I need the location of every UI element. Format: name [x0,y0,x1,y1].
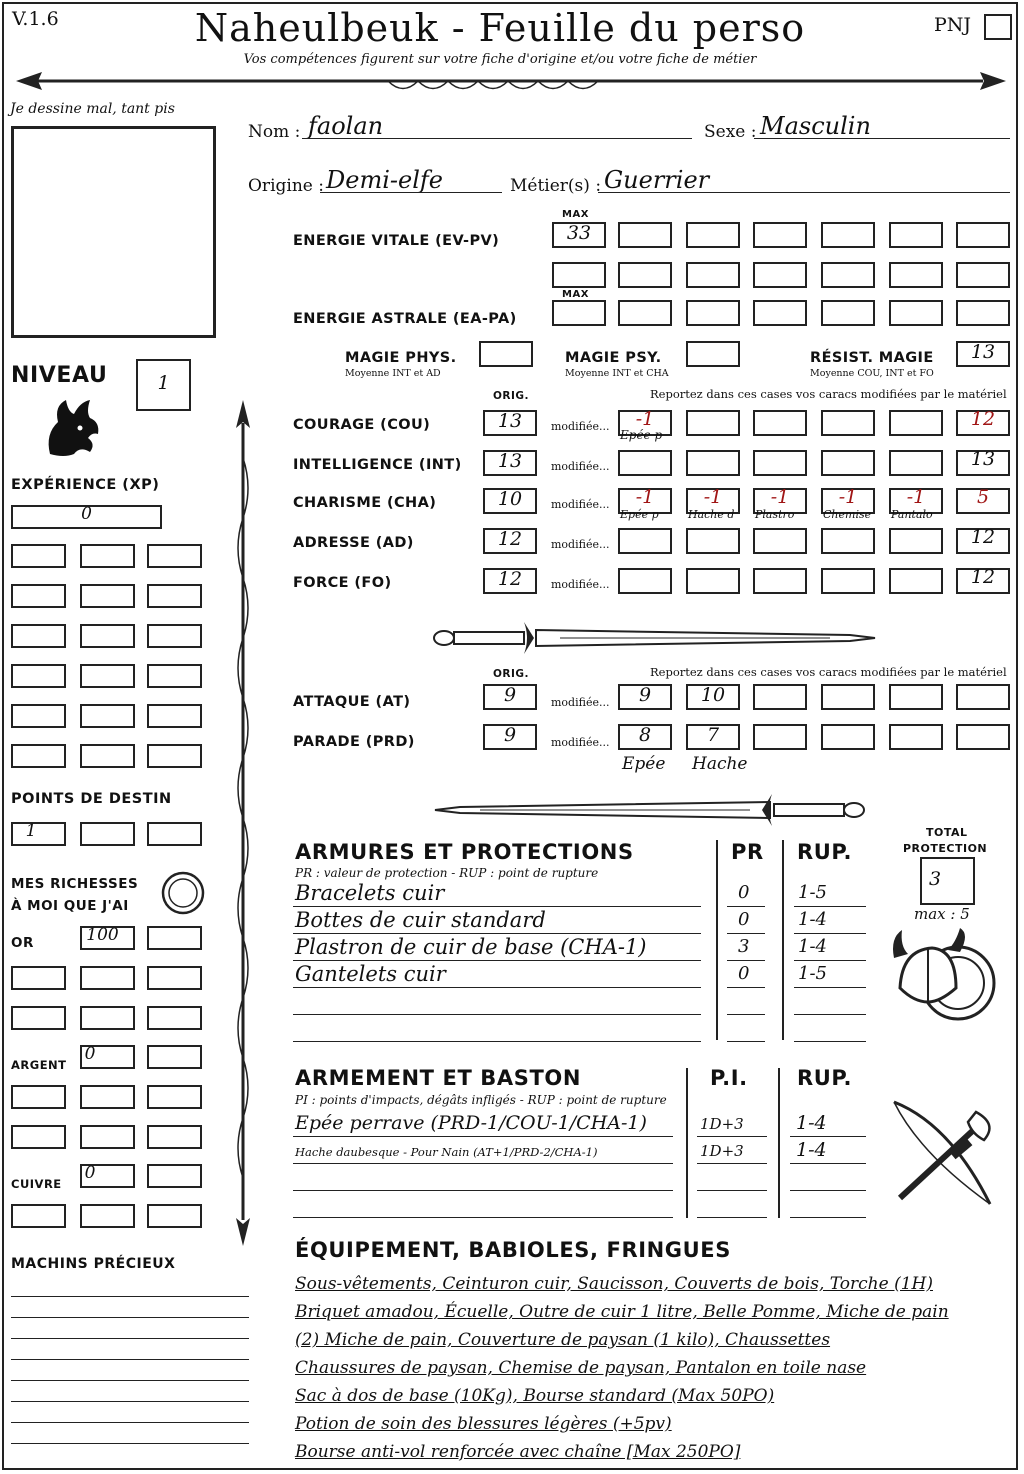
total-protection-value: 3 [928,868,942,890]
carac-orig-value: 10 [497,488,523,510]
ea-box[interactable] [956,300,1010,326]
arme-pi-line[interactable] [697,1136,767,1137]
argent-extra-box[interactable] [80,1085,135,1109]
armure-line[interactable] [293,1041,701,1042]
at-mod-box[interactable] [753,684,807,710]
carac-mod-box[interactable] [821,528,875,554]
ev-box[interactable] [821,262,875,288]
arme-pi-line[interactable] [697,1217,767,1218]
xp-box[interactable] [11,664,66,688]
precieux-line[interactable] [11,1338,249,1339]
xp-box[interactable] [147,704,202,728]
xp-box[interactable] [147,624,202,648]
niveau-value: 1 [157,372,170,394]
prd-orig-value: 9 [503,724,517,746]
arme-line[interactable] [293,1136,673,1137]
at-mod-box[interactable] [956,684,1010,710]
xp-box[interactable] [11,624,66,648]
equipement-line[interactable]: Bourse anti-vol renforcée avec chaîne [Max 250PO] [295,1442,741,1462]
arme-rup[interactable]: 1-4 [796,1139,827,1161]
equipement-line[interactable]: Sous-vêtements, Ceinturon cuir, Saucisson, Couverts de bois, Torche (1H) [295,1274,933,1294]
magie-phys-label: MAGIE PHYS. [345,350,457,366]
carac-mod-box[interactable] [686,528,740,554]
armures-pr-label: PR [731,840,764,864]
metier-value[interactable]: Guerrier [604,166,710,194]
page-title: Naheulbeuk - Feuille du perso [194,6,806,50]
carac-label: CHARISME (CHA) [293,495,437,511]
carac-mod-box[interactable] [889,450,943,476]
carac-mod-box[interactable] [889,528,943,554]
destin-box-2[interactable] [80,822,135,846]
at-label: ATTAQUE (AT) [293,694,411,710]
niveau-label: NIVEAU [11,363,108,388]
or-extra-box[interactable] [80,1006,135,1030]
nom-label: Nom : [248,122,301,142]
carac-mod-box[interactable] [618,568,672,594]
carac-orig-value: 13 [497,450,523,472]
carac-label: INTELLIGENCE (INT) [293,457,462,473]
carac-mod-value: -1 [703,486,723,508]
carac-label: FORCE (FO) [293,575,392,591]
argent-extra-box[interactable] [147,1085,202,1109]
ev-box[interactable] [889,262,943,288]
armure-rup[interactable]: 1-4 [798,936,827,957]
carac-mod-label: modifiée... [551,538,610,551]
pnj-label: PNJ [934,14,972,36]
precieux-label: MACHINS PRÉCIEUX [11,1256,176,1272]
xp-box[interactable] [80,664,135,688]
armement-col-sep-2 [778,1068,780,1218]
prd-mod-label: modifiée... [551,736,610,749]
xp-box[interactable] [80,584,135,608]
carac-mod-box[interactable] [618,450,672,476]
origine-value[interactable]: Demi-elfe [326,166,443,194]
resist-magie-sub: Moyenne COU, INT et FO [810,368,934,379]
argent-extra-box[interactable] [147,1125,202,1149]
armure-rup-line[interactable] [794,933,866,934]
arme-pi[interactable]: 1D+3 [700,1115,744,1133]
or-label: OR [11,935,34,951]
nom-value[interactable]: faolan [308,112,384,140]
armures-col-sep-1 [716,840,718,1040]
or-box-2[interactable] [147,926,202,950]
cou-mod-note: Epée p [620,428,663,442]
ev-max-value: 33 [566,222,592,244]
argent-extra-box[interactable] [11,1085,66,1109]
arme-name[interactable]: Hache daubesque - Pour Nain (AT+1/PRD-2/CHA-1) [295,1145,598,1159]
ev-box[interactable] [686,262,740,288]
caracs-note: Reportez dans ces cases vos caracs modifiées par le matériel [650,387,1007,401]
origine-label: Origine : [248,176,324,196]
arme-pi-line[interactable] [697,1190,767,1191]
armures-col-sep-2 [782,840,784,1040]
carac-mod-value: 13 [970,448,996,470]
armure-line[interactable] [293,933,701,934]
precieux-line[interactable] [11,1359,249,1360]
richesses-label-1: MES RICHESSES [11,876,139,892]
carac-mod-box[interactable] [686,410,740,436]
carac-mod-box[interactable] [753,450,807,476]
magie-phys-sub: Moyenne INT et AD [345,368,441,379]
arme-line[interactable] [293,1190,673,1191]
magie-phys-box[interactable] [479,341,533,367]
carac-mod-box[interactable] [686,450,740,476]
argent-box-2[interactable] [147,1045,202,1069]
precieux-line[interactable] [11,1380,249,1381]
at-mod-box[interactable] [821,684,875,710]
carac-mod-box[interactable] [618,528,672,554]
armure-rup[interactable]: 1-5 [798,963,827,984]
nom-underline [302,138,692,139]
carac-orig-value: 13 [497,410,523,432]
or-extra-box[interactable] [147,966,202,990]
ev-box[interactable] [956,222,1010,248]
or-extra-box[interactable] [11,966,66,990]
armure-line[interactable] [293,1014,701,1015]
carac-mod-box[interactable] [889,568,943,594]
cuivre-label: CUIVRE [11,1177,62,1191]
ev-box[interactable] [618,262,672,288]
arme-rup-line[interactable] [790,1136,866,1137]
arme-line[interactable] [293,1217,673,1218]
caracs-orig-label: ORIG. [493,390,530,402]
prd-mod-value: 7 [706,724,720,746]
cha-mod-note: Hache d [688,508,735,521]
armure-rup-line[interactable] [794,987,866,988]
carac-mod-box[interactable] [821,450,875,476]
armement-title: ARMEMENT ET BASTON [295,1066,582,1090]
ev-box[interactable] [753,262,807,288]
weapons-icon [880,1094,1010,1214]
precieux-line[interactable] [11,1296,249,1297]
arme-pi[interactable]: 1D+3 [700,1142,744,1160]
prd-mod-value: 8 [638,724,652,746]
carac-label: ADRESSE (AD) [293,535,414,551]
ev-max-label: MAX [562,209,589,220]
sexe-label: Sexe : [704,122,757,142]
sword-divider-bottom [430,790,880,830]
cha-mod-note: Epée p [620,508,659,521]
ea-box[interactable] [821,300,875,326]
equipement-line[interactable]: (2) Miche de pain, Couverture de paysan (1 kilo), Chaussettes [295,1330,831,1350]
precieux-line[interactable] [11,1401,249,1402]
combat-orig-label: ORIG. [493,668,530,680]
weapon-note-hache: Hache [692,754,748,774]
equipement-line[interactable]: Potion de soin des blessures légères (+5pv) [295,1414,672,1434]
armures-sub: PR : valeur de protection - RUP : point de rupture [295,866,599,880]
armure-name[interactable]: Bottes de cuir standard [295,908,546,932]
carac-mod-value: -1 [635,486,655,508]
ev-box[interactable] [956,262,1010,288]
carac-mod-box[interactable] [821,410,875,436]
dragon-icon [40,394,104,464]
ea-label: ENERGIE ASTRALE (EA-PA) [293,311,517,327]
cha-mod-note: Pantalo [891,508,933,521]
vertical-spear-divider [228,398,258,1248]
prd-mod-box[interactable] [889,724,943,750]
carac-mod-value: 12 [970,566,996,588]
resist-magie-value: 13 [970,341,996,363]
or-extra-box[interactable] [147,1006,202,1030]
ev-box[interactable] [686,222,740,248]
ev-box[interactable] [753,222,807,248]
armure-pr[interactable]: 3 [738,936,750,957]
armure-pr[interactable]: 0 [738,909,750,930]
arme-line[interactable] [293,1163,673,1164]
arme-pi-line[interactable] [697,1163,767,1164]
armure-pr-line[interactable] [727,1041,765,1042]
xp-box[interactable] [11,744,66,768]
magie-psy-label: MAGIE PSY. [565,350,662,366]
ev-box[interactable] [552,262,606,288]
top-spear-divider [8,66,1012,96]
ea-max-label: MAX [562,289,589,300]
cuivre-box-3[interactable] [11,1204,66,1228]
xp-box[interactable] [11,584,66,608]
prd-mod-box[interactable] [821,724,875,750]
at-orig-value: 9 [503,684,517,706]
arme-rup-line[interactable] [790,1217,866,1218]
armure-rup-line[interactable] [794,1014,866,1015]
armure-pr-line[interactable] [727,960,765,961]
arme-rup-line[interactable] [790,1163,866,1164]
carac-mod-box[interactable] [753,528,807,554]
weapon-note-epee: Epée [622,754,666,774]
prd-label: PARADE (PRD) [293,734,415,750]
armure-rup-line[interactable] [794,906,866,907]
carac-mod-value: -1 [838,486,858,508]
magie-psy-box[interactable] [686,341,740,367]
armure-name[interactable]: Bracelets cuir [295,881,445,905]
xp-box[interactable] [147,664,202,688]
ea-box[interactable] [753,300,807,326]
ev-label: ENERGIE VITALE (EV-PV) [293,233,500,249]
precieux-line[interactable] [11,1317,249,1318]
equipement-line[interactable]: Briquet amadou, Écuelle, Outre de cuir 1 litre, Belle Pomme, Miche de pain [295,1302,949,1322]
argent-value: 0 [84,1044,96,1064]
carac-orig-value: 12 [497,528,523,550]
ev-box[interactable] [821,222,875,248]
or-value: 100 [86,925,119,945]
armement-col-sep-1 [686,1068,688,1218]
cha-mod-note: Plastro [755,508,795,521]
prd-mod-box[interactable] [956,724,1010,750]
argent-extra-box[interactable] [11,1125,66,1149]
armures-rup-label: RUP. [797,840,853,864]
precieux-line[interactable] [11,1422,249,1423]
equipement-line[interactable]: Chaussures de paysan, Chemise de paysan, Pantalon en toile nase [295,1358,867,1378]
xp-box[interactable] [80,744,135,768]
cuivre-box-5[interactable] [147,1204,202,1228]
origine-underline [320,192,502,193]
richesses-label-2: À MOI QUE J'AI [11,898,129,914]
ev-box[interactable] [618,222,672,248]
armure-pr[interactable]: 0 [738,963,750,984]
sword-divider-top [430,618,880,658]
carac-mod-value: 5 [976,486,990,508]
or-extra-box[interactable] [11,1006,66,1030]
carac-label: COURAGE (COU) [293,417,431,433]
destin-value: 1 [25,821,37,841]
armure-pr-line[interactable] [727,987,765,988]
at-mod-label: modifiée... [551,696,610,709]
armure-rup-line[interactable] [794,1041,866,1042]
carac-mod-value: -1 [770,486,790,508]
prd-mod-box[interactable] [753,724,807,750]
ea-box[interactable] [889,300,943,326]
portrait-caption: Je dessine mal, tant pis [10,101,175,117]
sexe-underline [754,138,1010,139]
armure-pr-line[interactable] [727,906,765,907]
at-mod-value: 10 [700,684,726,706]
arme-rup-line[interactable] [790,1190,866,1191]
carac-mod-label: modifiée... [551,578,610,591]
carac-orig-value: 12 [497,568,523,590]
xp-box[interactable] [11,544,66,568]
armure-line[interactable] [293,960,701,961]
ea-box[interactable] [618,300,672,326]
magie-psy-sub: Moyenne INT et CHA [565,368,669,379]
armure-rup[interactable]: 1-5 [798,882,827,903]
resist-magie-label: RÉSIST. MAGIE [810,350,934,366]
xp-box[interactable] [147,544,202,568]
destin-label: POINTS DE DESTIN [11,791,172,807]
metier-label: Métier(s) : [510,176,602,196]
metier-underline [598,192,1010,193]
carac-mod-value: 12 [970,526,996,548]
ev-box[interactable] [889,222,943,248]
armure-pr-line[interactable] [727,933,765,934]
argent-extra-box[interactable] [80,1125,135,1149]
armure-line[interactable] [293,987,701,988]
total-protection-label-1: TOTAL [926,826,968,839]
armure-rup-line[interactable] [794,960,866,961]
carac-mod-box[interactable] [753,568,807,594]
armement-sub: PI : points d'impacts, dégâts infligés - RUP : point de rupture [295,1093,667,1107]
xp-box[interactable] [80,544,135,568]
xp-box[interactable] [11,704,66,728]
carac-mod-label: modifiée... [551,460,610,473]
page-subtitle: Vos compétences figurent sur votre fiche d'origine et/ou votre fiche de métier [243,52,757,67]
pnj-checkbox[interactable] [984,14,1012,40]
ea-box[interactable] [686,300,740,326]
carac-mod-label: modifiée... [551,498,610,511]
arme-rup[interactable]: 1-4 [796,1112,827,1134]
cuivre-box-4[interactable] [80,1204,135,1228]
armement-rup-label: RUP. [797,1066,853,1090]
at-mod-box[interactable] [889,684,943,710]
xp-box[interactable] [147,584,202,608]
carac-mod-box[interactable] [821,568,875,594]
armure-name[interactable]: Plastron de cuir de base (CHA-1) [295,935,647,959]
coin-icon [160,870,206,916]
cuivre-value: 0 [84,1163,96,1183]
ea-max-box[interactable] [552,300,606,326]
carac-mod-box[interactable] [686,568,740,594]
armement-pi-label: P.I. [710,1066,748,1090]
armures-title: ARMURES ET PROTECTIONS [295,840,634,864]
xp-label: EXPÉRIENCE (XP) [11,477,160,493]
arme-name[interactable]: Epée perrave (PRD-1/COU-1/CHA-1) [295,1112,647,1134]
total-protection-max: max : 5 [914,905,970,923]
carac-mod-label: modifiée... [551,420,610,433]
precieux-line[interactable] [11,1443,249,1444]
xp-box[interactable] [80,704,135,728]
xp-value: 0 [81,504,92,524]
helmet-shield-icon [890,928,1000,1033]
carac-mod-value: 12 [970,408,996,430]
or-extra-box[interactable] [80,966,135,990]
xp-box[interactable] [147,744,202,768]
destin-box-3[interactable] [147,822,202,846]
equipement-title: ÉQUIPEMENT, BABIOLES, FRINGUES [295,1238,731,1262]
version-label: V.1.6 [12,8,59,30]
carac-mod-value: -1 [906,486,926,508]
total-protection-label-2: PROTECTION [903,842,988,855]
cuivre-box-2[interactable] [147,1164,202,1188]
portrait-box[interactable] [11,126,216,338]
xp-box[interactable] [80,624,135,648]
argent-label: ARGENT [11,1058,67,1072]
combat-note: Reportez dans ces cases vos caracs modifiées par le matériel [650,665,1007,679]
carac-mod-value: -1 [635,408,655,430]
at-mod-value: 9 [638,684,652,706]
carac-mod-box[interactable] [889,410,943,436]
armure-rup[interactable]: 1-4 [798,909,827,930]
sexe-value[interactable]: Masculin [760,112,871,140]
equipement-line[interactable]: Sac à dos de base (10Kg), Bourse standard (Max 50PO) [295,1386,775,1406]
cha-mod-note: Chemise [823,508,872,521]
armure-name[interactable]: Gantelets cuir [295,962,446,986]
armure-line[interactable] [293,906,701,907]
armure-pr[interactable]: 0 [738,882,750,903]
armure-pr-line[interactable] [727,1014,765,1015]
carac-mod-box[interactable] [753,410,807,436]
